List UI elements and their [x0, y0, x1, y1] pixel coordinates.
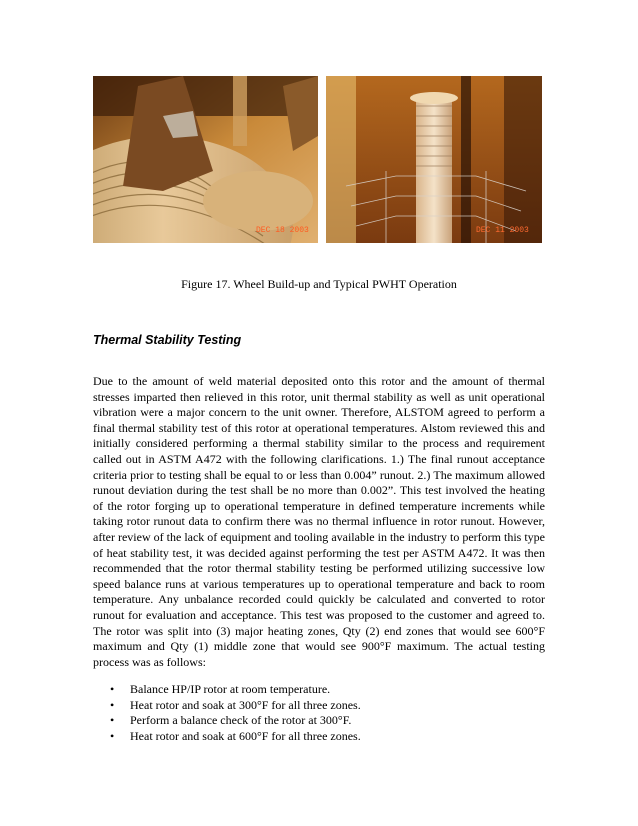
wheel-buildup-photo [93, 76, 318, 243]
bullet-icon: • [110, 682, 115, 696]
figure-caption: Figure 17. Wheel Build-up and Typical PWHT Operation [181, 277, 457, 291]
list-item [110, 698, 530, 714]
list-item-text: Balance HP/IP rotor at room temperature. [130, 682, 331, 696]
list-item-text: Perform a balance check of the rotor at 300°F. [130, 713, 352, 728]
section-paragraph: Due to the amount of weld material deposited onto this rotor and the amount of thermal stresses imparted then relieved in this rotor, unit thermal stability as well as unit operational vibration were a major concern to the unit owner. Therefore, ALSTOM agreed to perform a final thermal stability test of this rotor at operational temperatures. Alstom reviewed this and initially considered performing a thermal stability similar to the process and requirement called out in ASTM A472 with the following clarifications. 1.) The final runout acceptance criteria prior to testing shall be equal to or less than 0.004” runout. 2.) The maximum allowed runout deviation during the test shall be no more than 0.002”. This test involved the heating of the rotor forging up to operational temperature in defined temperature increments while taking rotor runout data to confirm there was no thermal influence in rotor runout. However, after review of the lack of equipment and tooling available in the industry to perform this type of heat stability test, it was decided against performing the test per ASTM A472. It was then recommended that the rotor thermal stability testing be performed utilizing successive low speed balance runs at various temperatures up to operational temperature and back to room temperature. Any unbalance recorded could quickly be calculated and converted to rotor runout for evaluation and acceptance. This test was proposed to the customer and agreed to. The rotor was split into (3) major heating zones, Qty (2) end zones that would see 600°F maximum and Qty (1) middle zone that would see 900°F maximum. The actual testing process was as follows: [93, 374, 545, 669]
list-item [110, 729, 530, 745]
right-photo-date-stamp: DEC 11 2003 [476, 226, 529, 235]
bullet-icon: • [110, 728, 115, 743]
list-item-text: Heat rotor and soak at 600°F for all three zones. [130, 728, 361, 743]
section-heading: Thermal Stability Testing [93, 333, 242, 347]
bullet-icon: • [110, 697, 115, 712]
bullet-icon: • [110, 713, 115, 728]
left-photo-date-stamp: DEC 18 2003 [256, 226, 309, 235]
list-item-text: Heat rotor and soak at 300°F for all three zones. [130, 697, 361, 712]
testing-steps-list [110, 682, 530, 744]
list-item [110, 713, 530, 729]
list-item [110, 682, 530, 698]
pwht-operation-photo [326, 76, 542, 243]
